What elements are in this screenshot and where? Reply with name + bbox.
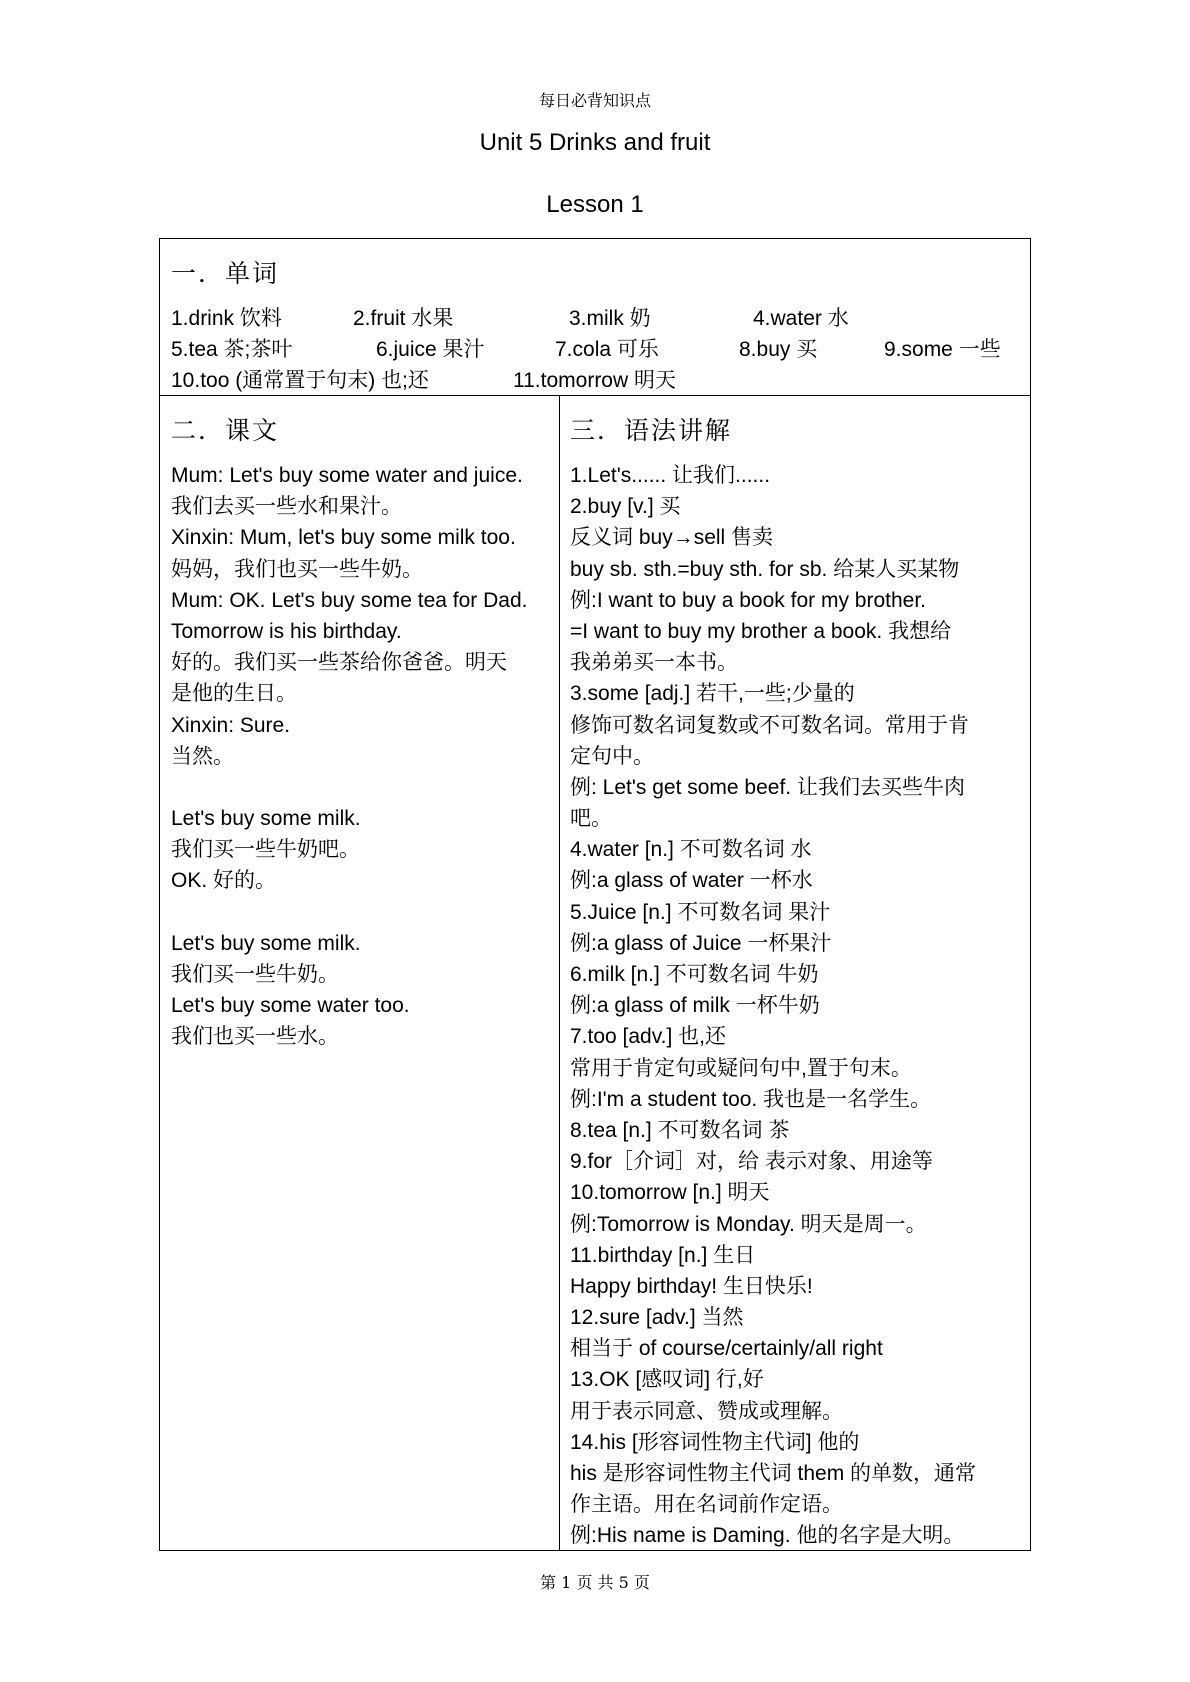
grammar-line: 10.tomorrow [n.] 明天 [570, 1181, 770, 1205]
grammar-line: 3.some [adj.] 若干,一些;少量的 [570, 682, 855, 706]
grammar-line: 例:I'm a student too. 我也是一名学生。 [570, 1087, 932, 1111]
unit-title: Unit 5 Drinks and fruit [479, 129, 711, 156]
text-line: Mum: OK. Let's buy some tea for Dad. [171, 588, 528, 612]
grammar-line: 6.milk [n.] 不可数名词 牛奶 [570, 963, 819, 986]
grammar-line: 9.for［介词］对，给 表示对象、用途等 [570, 1150, 933, 1174]
grammar-line: 例:a glass of milk 一杯牛奶 [570, 994, 820, 1018]
text-line: 我们去买一些水和果汁。 [171, 495, 402, 519]
page-footer: 第 1 页 共 5 页 [540, 1573, 650, 1592]
text-line: OK. 好的。 [171, 869, 277, 893]
vocab-item: 8.buy 买 [739, 338, 818, 361]
vocab-item: 4.water 水 [753, 307, 849, 330]
grammar-line: 作主语。用在名词前作定语。 [570, 1493, 843, 1517]
vocab-item: 6.juice 果汁 [376, 338, 485, 361]
vocab-item: 7.cola 可乐 [555, 338, 659, 361]
grammar-line: his 是形容词性物主代词 them 的单数，通常 [570, 1462, 977, 1485]
vocab-item: 11.tomorrow 明天 [513, 369, 676, 392]
grammar-line: 8.tea [n.] 不可数名词 茶 [570, 1118, 790, 1142]
text-line: 是他的生日。 [171, 682, 297, 706]
grammar-line: 用于表示同意、赞成或理解。 [570, 1399, 843, 1423]
table-divider-vertical [559, 396, 560, 1550]
grammar-line: 我弟弟买一本书。 [570, 651, 738, 675]
grammar-line: 相当于 of course/certainly/all right [570, 1337, 883, 1361]
grammar-line: 1.Let's...... 让我们...... [570, 464, 771, 487]
text-line: Let's buy some milk. [171, 807, 361, 831]
text-line: 我们买一些牛奶吧。 [171, 838, 360, 862]
text-line: Let's buy some milk. [171, 931, 361, 955]
grammar-line: 例: Let's get some beef. 让我们去买些牛肉 [570, 775, 965, 799]
text-line: 当然。 [171, 744, 234, 768]
content-table [159, 238, 1031, 1551]
vocab-list [171, 303, 1021, 396]
grammar-line: 修饰可数名词复数或不可数名词。常用于肯 [570, 713, 969, 737]
vocab-item: 9.some 一些 [884, 338, 1001, 361]
text-line: 我们也买一些水。 [171, 1025, 339, 1049]
text-line: Xinxin: Sure. [171, 713, 291, 737]
grammar-line: 11.birthday [n.] 生日 [570, 1243, 756, 1267]
vocab-item: 10.too (通常置于句末) 也;还 [171, 369, 429, 392]
lesson-text [171, 460, 551, 1053]
grammar-line: 例:I want to buy a book for my brother. [570, 588, 927, 612]
grammar-line: 例:a glass of Juice 一杯果汁 [570, 931, 832, 955]
text-line: Xinxin: Mum, let's buy some milk too. [171, 526, 516, 550]
grammar-line: 反义词 buy→sell 售卖 [570, 526, 774, 550]
vocab-item: 3.milk 奶 [569, 307, 651, 330]
grammar-line: 2.buy [v.] 买 [570, 495, 681, 519]
grammar-notes [570, 460, 1025, 1552]
grammar-line: buy sb. sth.=buy sth. for sb. 给某人买某物 [570, 557, 960, 581]
vocab-heading: 一．单词 [171, 260, 280, 288]
grammar-heading: 三．语法讲解 [570, 417, 733, 445]
text-line: Mum: Let's buy some water and juice. [171, 464, 523, 487]
text-line: Let's buy some water too. [171, 994, 410, 1018]
grammar-line: =I want to buy my brother a book. 我想给 [570, 619, 952, 643]
text-line [171, 772, 551, 803]
grammar-line: 例:His name is Daming. 他的名字是大明。 [570, 1524, 965, 1548]
text-line: Tomorrow is his birthday. [171, 619, 402, 643]
grammar-line: 12.sure [adv.] 当然 [570, 1306, 744, 1330]
grammar-line: 4.water [n.] 不可数名词 水 [570, 838, 812, 862]
grammar-line: 定句中。 [570, 744, 654, 768]
text-line: 我们买一些牛奶。 [171, 963, 339, 986]
grammar-line: 常用于肯定句或疑问句中,置于句末。 [570, 1056, 912, 1080]
grammar-line: 13.OK [感叹词] 行,好 [570, 1368, 764, 1392]
vocab-item: 5.tea 茶;茶叶 [171, 338, 293, 361]
grammar-line: 7.too [adv.] 也,还 [570, 1025, 727, 1049]
grammar-line: 例:Tomorrow is Monday. 明天是周一。 [570, 1212, 927, 1236]
text-line [171, 897, 551, 928]
grammar-line: 例:a glass of water 一杯水 [570, 869, 813, 893]
text-line: 妈妈，我们也买一些牛奶。 [171, 557, 423, 581]
grammar-line: Happy birthday! 生日快乐! [570, 1274, 813, 1298]
vocab-item: 1.drink 饮料 [171, 307, 282, 330]
grammar-line: 吧。 [570, 807, 612, 831]
lesson-title: Lesson 1 [546, 191, 644, 218]
text-heading: 二．课文 [171, 417, 280, 445]
text-line: 好的。我们买一些茶给你爸爸。明天 [171, 651, 507, 675]
grammar-line: 14.his [形容词性物主代词] 他的 [570, 1430, 860, 1454]
header-note: 每日必背知识点 [538, 91, 651, 110]
grammar-line: 5.Juice [n.] 不可数名词 果汁 [570, 900, 831, 924]
vocab-item: 2.fruit 水果 [353, 307, 454, 330]
